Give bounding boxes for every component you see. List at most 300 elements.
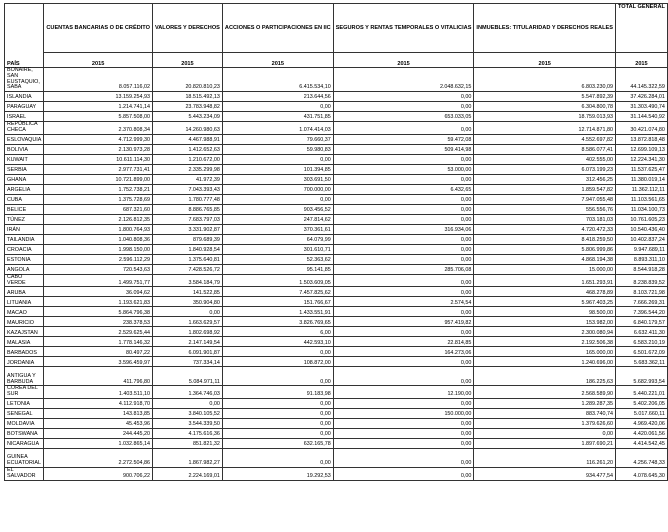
valores-cell: 1.364.746,03: [152, 386, 222, 399]
seguros-cell: 59.472,08: [333, 134, 474, 144]
table-row: [5, 428, 668, 438]
valores-cell: 3.544.339,50: [152, 418, 222, 428]
inmuebles-cell: 8.418.259,50: [474, 234, 616, 244]
seguros-cell: 0,00: [333, 357, 474, 367]
table-row: [5, 307, 668, 317]
inmuebles-cell: 4.868.194,38: [474, 254, 616, 264]
valores-cell: 3.584.184,79: [152, 274, 222, 287]
inmuebles-cell: 153.982,00: [474, 317, 616, 327]
inmuebles-cell: 1.859.547,82: [474, 184, 616, 194]
cuentas-cell: 5.857.508,00: [44, 112, 153, 122]
cuentas-cell: 2.596.112,29: [44, 254, 153, 264]
table-row: [5, 184, 668, 194]
table-row: [5, 297, 668, 307]
table-row: [5, 418, 668, 428]
acciones-cell: 0,00: [222, 418, 333, 428]
cuentas-cell: 2.370.808,34: [44, 122, 153, 135]
year-cell: 2015: [152, 53, 222, 68]
acciones-cell: 213.644,56: [222, 92, 333, 102]
country-cell: LITUANIA: [5, 297, 44, 307]
asset-table: [4, 3, 668, 481]
seguros-cell: 285.706,08: [333, 264, 474, 274]
valores-cell: 7.043.393,43: [152, 184, 222, 194]
country-cell: SENEGAL: [5, 408, 44, 418]
table-row: [5, 68, 668, 92]
cuentas-cell: 687.321,60: [44, 204, 153, 214]
total-cell: 4.414.542,45: [615, 438, 667, 448]
country-cell: ESTONIA: [5, 254, 44, 264]
valores-cell: 1.780.777,48: [152, 194, 222, 204]
cuentas-cell: 1.778.146,32: [44, 337, 153, 347]
total-cell: 4.078.645,30: [615, 467, 667, 480]
valores-cell: 1.412.652,63: [152, 144, 222, 154]
country-cell: TAILANDIA: [5, 234, 44, 244]
cuentas-cell: 720.543,63: [44, 264, 153, 274]
inmuebles-cell: 1.289.287,35: [474, 398, 616, 408]
valores-cell: 3.331.902,87: [152, 224, 222, 234]
acciones-cell: 431.751,85: [222, 112, 333, 122]
cuentas-cell: 8.057.116,02: [44, 68, 153, 92]
cuentas-cell: 80.497,22: [44, 347, 153, 357]
inmuebles-cell: 116.261,20: [474, 448, 616, 467]
seguros-cell: 22.814,85: [333, 337, 474, 347]
country-cell: IRÁN: [5, 224, 44, 234]
country-cell: CUBA: [5, 194, 44, 204]
cuentas-cell: 411.796,80: [44, 367, 153, 386]
total-cell: 10.402.837,24: [615, 234, 667, 244]
country-cell: BONAIRE, SAN EUSTAQUIO, SABA: [5, 68, 44, 92]
country-cell: MACAO: [5, 307, 44, 317]
inmuebles-cell: 402.555,00: [474, 154, 616, 164]
acciones-cell: 108.872,00: [222, 357, 333, 367]
country-cell: BARBADOS: [5, 347, 44, 357]
seguros-cell: 0,00: [333, 102, 474, 112]
inmuebles-cell: 2.568.589,90: [474, 386, 616, 399]
acciones-cell: 700.000,00: [222, 184, 333, 194]
total-cell: 10.540.436,40: [615, 224, 667, 234]
inmuebles-cell: 6.803.230,09: [474, 68, 616, 92]
inmuebles-cell: 5.806.999,86: [474, 244, 616, 254]
table-row: [5, 92, 668, 102]
inmuebles-cell: 468.278,89: [474, 287, 616, 297]
total-cell: 4.969.420,06: [615, 418, 667, 428]
seguros-cell: 0,00: [333, 194, 474, 204]
acciones-cell: 247.814,62: [222, 214, 333, 224]
inmuebles-cell: 1.897.690,21: [474, 438, 616, 448]
total-cell: 5.440.221,01: [615, 386, 667, 399]
country-cell: KUWAIT: [5, 154, 44, 164]
year-row: [5, 53, 668, 68]
inmuebles-cell: 6.304.800,78: [474, 102, 616, 112]
total-cell: 11.034.100,73: [615, 204, 667, 214]
year-cell: 2015: [44, 53, 153, 68]
cuentas-cell: 900.706,22: [44, 467, 153, 480]
total-cell: 31.303.490,74: [615, 102, 667, 112]
valores-cell: 7.428.526,72: [152, 264, 222, 274]
cuentas-cell: 1.752.738,21: [44, 184, 153, 194]
total-cell: 31.144.540,92: [615, 112, 667, 122]
table-row: [5, 327, 668, 337]
acciones-cell: 903.456,52: [222, 204, 333, 214]
total-cell: 11.537.625,47: [615, 164, 667, 174]
table-row: [5, 274, 668, 287]
inmuebles-cell: 0,00: [474, 428, 616, 438]
country-cell: MOLDAVIA: [5, 418, 44, 428]
inmuebles-cell: 98.500,00: [474, 307, 616, 317]
table-row: [5, 254, 668, 264]
table-row: [5, 408, 668, 418]
inmuebles-cell: 556.556,76: [474, 204, 616, 214]
total-cell: 37.426.284,01: [615, 92, 667, 102]
table-row: [5, 398, 668, 408]
total-cell: 11.380.019,14: [615, 174, 667, 184]
table-row: [5, 112, 668, 122]
seguros-cell: 0,00: [333, 122, 474, 135]
total-cell: 8.544.918,28: [615, 264, 667, 274]
valores-cell: 2.224.169,01: [152, 467, 222, 480]
total-cell: 12.224.341,30: [615, 154, 667, 164]
acciones-cell: 0,00: [222, 347, 333, 357]
total-cell: 8.893.311,10: [615, 254, 667, 264]
country-cell: BOTSWANA: [5, 428, 44, 438]
acciones-cell: 370.361,61: [222, 224, 333, 234]
valores-cell: 5.084.971,11: [152, 367, 222, 386]
seguros-cell: 653.033,05: [333, 112, 474, 122]
seguros-cell: 12.190,00: [333, 386, 474, 399]
country-cell: BOLIVIA: [5, 144, 44, 154]
seguros-cell: 0,00: [333, 467, 474, 480]
cuentas-cell: 2.126.812,35: [44, 214, 153, 224]
cuentas-cell: 10.721.899,00: [44, 174, 153, 184]
inmuebles-cell: 2.300.080,94: [474, 327, 616, 337]
valores-cell: 8.886.765,85: [152, 204, 222, 214]
acciones-cell: 0,00: [222, 102, 333, 112]
country-cell: COREA DEL SUR: [5, 386, 44, 399]
cuentas-cell: 1.499.751,77: [44, 274, 153, 287]
cuentas-cell: 2.272.504,86: [44, 448, 153, 467]
table-body: [5, 68, 668, 481]
cuentas-cell: 2.977.731,41: [44, 164, 153, 174]
cuentas-cell: 45.453,96: [44, 418, 153, 428]
total-cell: 11.362.112,11: [615, 184, 667, 194]
inmuebles-cell: 15.000,00: [474, 264, 616, 274]
inmuebles-cell: 186.225,63: [474, 367, 616, 386]
inmuebles-cell: 312.456,25: [474, 174, 616, 184]
country-cell: ESLOVAQUIA: [5, 134, 44, 144]
valores-cell: 737.334,14: [152, 357, 222, 367]
inmuebles-cell: 165.000,00: [474, 347, 616, 357]
country-cell: TÚNEZ: [5, 214, 44, 224]
inmuebles-cell: 18.759.013,93: [474, 112, 616, 122]
seguros-cell: 0,00: [333, 154, 474, 164]
table-row: [5, 102, 668, 112]
header-seguros: SEGUROS Y RENTAS TEMPORALES O VITALICIAS: [333, 4, 474, 53]
valores-cell: 18.515.492,13: [152, 92, 222, 102]
inmuebles-cell: 1.240.696,00: [474, 357, 616, 367]
cuentas-cell: 2.529.625,44: [44, 327, 153, 337]
table-row: [5, 438, 668, 448]
inmuebles-cell: 1.379.626,60: [474, 418, 616, 428]
table-row: [5, 122, 668, 135]
total-cell: 30.421.074,80: [615, 122, 667, 135]
seguros-cell: 150.000,00: [333, 408, 474, 418]
seguros-cell: 0,00: [333, 244, 474, 254]
header-pais: PAÍS: [5, 4, 44, 68]
cuentas-cell: 2.130.973,28: [44, 144, 153, 154]
header-total: TOTAL GENERAL: [615, 4, 667, 53]
cuentas-cell: 244.445,20: [44, 428, 153, 438]
table-row: [5, 164, 668, 174]
total-cell: 5.682.993,54: [615, 367, 667, 386]
valores-cell: 350.904,80: [152, 297, 222, 307]
table-row: [5, 244, 668, 254]
seguros-cell: 0,00: [333, 92, 474, 102]
total-cell: 5.017.660,11: [615, 408, 667, 418]
acciones-cell: 1.433.551,91: [222, 307, 333, 317]
table-row: [5, 174, 668, 184]
seguros-cell: 0,00: [333, 174, 474, 184]
valores-cell: 4.467.988,91: [152, 134, 222, 144]
seguros-cell: 0,00: [333, 418, 474, 428]
valores-cell: 2.147.149,54: [152, 337, 222, 347]
table-row: [5, 337, 668, 347]
country-cell: ISLANDIA: [5, 92, 44, 102]
table-row: [5, 154, 668, 164]
cuentas-cell: 4.712.999,30: [44, 134, 153, 144]
table-row: [5, 467, 668, 480]
country-cell: ARUBA: [5, 287, 44, 297]
country-cell: ANTIGUA Y BARBUDA: [5, 367, 44, 386]
total-cell: 6.583.210,19: [615, 337, 667, 347]
inmuebles-cell: 703.181,03: [474, 214, 616, 224]
table-row: [5, 448, 668, 467]
table-row: [5, 204, 668, 214]
seguros-cell: 0,00: [333, 274, 474, 287]
table-row: [5, 357, 668, 367]
acciones-cell: 79.660,37: [222, 134, 333, 144]
total-cell: 7.666.269,31: [615, 297, 667, 307]
total-cell: 12.699.109,13: [615, 144, 667, 154]
country-cell: REPÚBLICA CHECA: [5, 122, 44, 135]
acciones-cell: 59.980,83: [222, 144, 333, 154]
cuentas-cell: 4.112.918,70: [44, 398, 153, 408]
total-cell: 44.145.322,59: [615, 68, 667, 92]
year-cell: 2015: [615, 53, 667, 68]
seguros-cell: 0,00: [333, 254, 474, 264]
seguros-cell: 0,00: [333, 367, 474, 386]
cuentas-cell: 10.611.114,30: [44, 154, 153, 164]
acciones-cell: 0,00: [222, 367, 333, 386]
cuentas-cell: 1.040.808,36: [44, 234, 153, 244]
table-row: [5, 287, 668, 297]
valores-cell: 2.335.299,98: [152, 164, 222, 174]
valores-cell: 5.443.234,09: [152, 112, 222, 122]
table-row: [5, 224, 668, 234]
acciones-cell: 301.610,71: [222, 244, 333, 254]
inmuebles-cell: 2.192.506,38: [474, 337, 616, 347]
cuentas-cell: 1.214.741,14: [44, 102, 153, 112]
valores-cell: 851.821,32: [152, 438, 222, 448]
acciones-cell: 1.503.609,05: [222, 274, 333, 287]
inmuebles-cell: 883.740,74: [474, 408, 616, 418]
country-cell: PARAGUAY: [5, 102, 44, 112]
country-cell: CABO VERDE: [5, 274, 44, 287]
cuentas-cell: 1.800.764,93: [44, 224, 153, 234]
cuentas-cell: 36.094,62: [44, 287, 153, 297]
acciones-cell: 3.826.769,65: [222, 317, 333, 327]
country-cell: GHANA: [5, 174, 44, 184]
table-row: [5, 134, 668, 144]
total-cell: 11.103.561,65: [615, 194, 667, 204]
inmuebles-cell: 934.477,54: [474, 467, 616, 480]
cuentas-cell: 238.378,53: [44, 317, 153, 327]
acciones-cell: 632.165,78: [222, 438, 333, 448]
table-row: [5, 347, 668, 357]
acciones-cell: 19.292,53: [222, 467, 333, 480]
inmuebles-cell: 1.651.293,91: [474, 274, 616, 287]
country-cell: GUINEA ECUATORIAL: [5, 448, 44, 467]
acciones-cell: 0,00: [222, 448, 333, 467]
acciones-cell: 0,00: [222, 398, 333, 408]
cuentas-cell: 13.159.254,93: [44, 92, 153, 102]
header-acciones: ACCIONES O PARTICIPACIONES EN IIC: [222, 4, 333, 53]
acciones-cell: 95.141,85: [222, 264, 333, 274]
seguros-cell: 53.000,00: [333, 164, 474, 174]
valores-cell: 20.820.810,23: [152, 68, 222, 92]
seguros-cell: 2.574,54: [333, 297, 474, 307]
total-cell: 13.872.818,48: [615, 134, 667, 144]
seguros-cell: 0,00: [333, 428, 474, 438]
header-inmuebles: INMUEBLES: TITULARIDAD Y DERECHOS REALES: [474, 4, 616, 53]
inmuebles-cell: 7.947.055,48: [474, 194, 616, 204]
year-cell: 2015: [333, 53, 474, 68]
table-row: [5, 367, 668, 386]
valores-cell: 1.210.672,00: [152, 154, 222, 164]
acciones-cell: 442.593,10: [222, 337, 333, 347]
total-cell: 6.840.179,57: [615, 317, 667, 327]
valores-cell: 141.522,85: [152, 287, 222, 297]
country-cell: ANGOLA: [5, 264, 44, 274]
header-cuentas: CUENTAS BANCARIAS O DE CRÉDITO: [44, 4, 153, 53]
valores-cell: 879.689,39: [152, 234, 222, 244]
table-row: [5, 317, 668, 327]
valores-cell: 7.683.797,03: [152, 214, 222, 224]
acciones-cell: 1.074.414,03: [222, 122, 333, 135]
total-cell: 4.256.748,33: [615, 448, 667, 467]
total-cell: 7.396.544,20: [615, 307, 667, 317]
seguros-cell: 0,00: [333, 448, 474, 467]
valores-cell: 1.840.928,54: [152, 244, 222, 254]
seguros-cell: 0,00: [333, 234, 474, 244]
country-cell: NICARAGUA: [5, 438, 44, 448]
cuentas-cell: 1.403.511,10: [44, 386, 153, 399]
country-cell: SERBIA: [5, 164, 44, 174]
year-cell: 2015: [474, 53, 616, 68]
acciones-cell: 0,00: [222, 428, 333, 438]
total-cell: 5.402.206,05: [615, 398, 667, 408]
inmuebles-cell: 5.547.892,39: [474, 92, 616, 102]
country-cell: MALASIA: [5, 337, 44, 347]
country-cell: BELICE: [5, 204, 44, 214]
acciones-cell: 6.415.534,10: [222, 68, 333, 92]
table-row: [5, 386, 668, 399]
country-cell: CROACIA: [5, 244, 44, 254]
seguros-cell: 316.934,06: [333, 224, 474, 234]
inmuebles-cell: 4.552.697,82: [474, 134, 616, 144]
seguros-cell: 2.048.632,15: [333, 68, 474, 92]
seguros-cell: 0,00: [333, 438, 474, 448]
cuentas-cell: 143.813,85: [44, 408, 153, 418]
country-cell: MAURICIO: [5, 317, 44, 327]
valores-cell: 1.375.640,81: [152, 254, 222, 264]
seguros-cell: 6.432,65: [333, 184, 474, 194]
seguros-cell: 0,00: [333, 204, 474, 214]
valores-cell: 0,00: [152, 307, 222, 317]
total-cell: 4.420.061,56: [615, 428, 667, 438]
table-row: [5, 214, 668, 224]
valores-cell: 0,00: [152, 398, 222, 408]
cuentas-cell: 1.193.621,83: [44, 297, 153, 307]
acciones-cell: 151.766,67: [222, 297, 333, 307]
country-cell: ISRAEL: [5, 112, 44, 122]
valores-cell: 6.091.901,87: [152, 347, 222, 357]
total-cell: 8.103.721,98: [615, 287, 667, 297]
valores-cell: 14.260.980,63: [152, 122, 222, 135]
acciones-cell: 0,00: [222, 194, 333, 204]
acciones-cell: 52.363,62: [222, 254, 333, 264]
inmuebles-cell: 5.967.403,25: [474, 297, 616, 307]
total-cell: 8.238.839,52: [615, 274, 667, 287]
country-cell: ARGELIA: [5, 184, 44, 194]
seguros-cell: 957.419,82: [333, 317, 474, 327]
country-cell: KAZAJSTAN: [5, 327, 44, 337]
seguros-cell: 164.273,06: [333, 347, 474, 357]
inmuebles-cell: 4.720.472,33: [474, 224, 616, 234]
acciones-cell: 303.691,50: [222, 174, 333, 184]
seguros-cell: 0,00: [333, 398, 474, 408]
valores-cell: 41.972,39: [152, 174, 222, 184]
country-cell: JORDANIA: [5, 357, 44, 367]
cuentas-cell: 5.864.796,38: [44, 307, 153, 317]
inmuebles-cell: 8.586.077,41: [474, 144, 616, 154]
total-cell: 5.683.362,11: [615, 357, 667, 367]
inmuebles-cell: 6.073.199,23: [474, 164, 616, 174]
seguros-cell: 0,00: [333, 287, 474, 297]
acciones-cell: 91.183,98: [222, 386, 333, 399]
total-cell: 6.632.411,30: [615, 327, 667, 337]
seguros-cell: 0,00: [333, 327, 474, 337]
valores-cell: 1.663.629,57: [152, 317, 222, 327]
table-row: [5, 264, 668, 274]
cuentas-cell: 1.032.865,14: [44, 438, 153, 448]
seguros-cell: 0,00: [333, 307, 474, 317]
country-cell: LETONIA: [5, 398, 44, 408]
valores-cell: 1.802.698,92: [152, 327, 222, 337]
inmuebles-cell: 12.714.871,80: [474, 122, 616, 135]
valores-cell: 23.783.948,82: [152, 102, 222, 112]
cuentas-cell: 1.375.728,69: [44, 194, 153, 204]
acciones-cell: 7.457.825,62: [222, 287, 333, 297]
table-row: [5, 234, 668, 244]
valores-cell: 4.175.616,36: [152, 428, 222, 438]
valores-cell: 1.867.982,27: [152, 448, 222, 467]
acciones-cell: 6,00: [222, 327, 333, 337]
total-cell: 6.501.672,09: [615, 347, 667, 357]
table-row: [5, 194, 668, 204]
total-cell: 10.761.605,23: [615, 214, 667, 224]
acciones-cell: 0,00: [222, 154, 333, 164]
acciones-cell: 64.079,99: [222, 234, 333, 244]
